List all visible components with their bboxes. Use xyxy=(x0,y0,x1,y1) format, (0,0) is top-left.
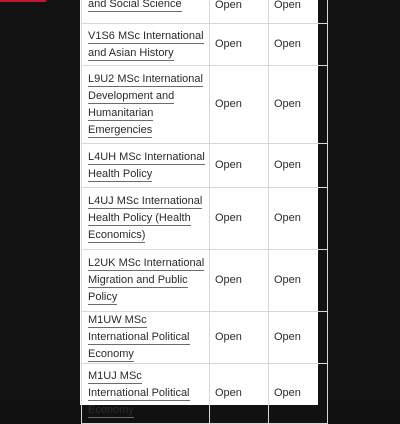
programme-link[interactable]: L4UH MSc International Health Policy xyxy=(88,150,205,180)
status-text: Open xyxy=(215,0,242,11)
programme-name-cell xyxy=(82,144,210,188)
status-text: Open xyxy=(274,0,301,11)
status-text: Open xyxy=(274,212,301,224)
status-text: Open xyxy=(215,331,242,343)
status-cell xyxy=(269,66,328,144)
status-cell xyxy=(210,364,269,424)
table-row xyxy=(82,0,328,24)
programmes-card xyxy=(80,0,318,416)
status-cell xyxy=(269,24,328,66)
programme-name-cell xyxy=(82,66,210,144)
table-row xyxy=(82,364,328,424)
programme-name-cell xyxy=(82,0,210,24)
status-cell xyxy=(210,312,269,364)
status-text: Open xyxy=(274,38,301,50)
status-cell xyxy=(269,0,328,24)
status-text: Open xyxy=(215,274,242,286)
status-text: Open xyxy=(215,98,242,110)
programme-name-cell xyxy=(82,250,210,312)
programme-name-cell xyxy=(82,312,210,364)
table-row xyxy=(82,24,328,66)
status-text: Open xyxy=(274,159,301,171)
table-row xyxy=(82,188,328,250)
programme-link[interactable]: M1UW MSc International Political Economy xyxy=(88,314,190,360)
programme-name-cell xyxy=(82,24,210,66)
red-accent-bar xyxy=(0,0,46,2)
status-text: Open xyxy=(274,387,301,399)
status-text: Open xyxy=(215,38,242,50)
status-cell xyxy=(210,66,269,144)
programme-link[interactable]: L9U2 MSc International Development and Humanitarian Emergencies xyxy=(88,72,203,136)
table-row xyxy=(82,144,328,188)
status-text: Open xyxy=(274,274,301,286)
programme-link[interactable]: and Social Science xyxy=(88,0,182,10)
status-text: Open xyxy=(274,331,301,343)
status-cell xyxy=(269,312,328,364)
status-text: Open xyxy=(274,98,301,110)
status-text: Open xyxy=(215,387,242,399)
status-cell xyxy=(269,188,328,250)
programme-link[interactable]: V1S6 MSc International and Asian History xyxy=(88,29,204,59)
programmes-table xyxy=(81,0,328,424)
status-cell xyxy=(210,188,269,250)
status-cell xyxy=(210,250,269,312)
status-cell xyxy=(210,0,269,24)
programme-link[interactable]: M1UJ MSc International Political Economy xyxy=(88,370,190,416)
status-cell xyxy=(269,144,328,188)
programme-link[interactable]: L2UK MSc International Migration and Public Policy xyxy=(88,257,205,303)
programme-name-cell xyxy=(82,364,210,424)
programme-name-cell xyxy=(82,188,210,250)
status-cell xyxy=(210,24,269,66)
status-cell xyxy=(210,144,269,188)
programme-link[interactable]: L4UJ MSc International Health Policy (Health Economics) xyxy=(88,195,203,241)
status-text: Open xyxy=(215,212,242,224)
status-text: Open xyxy=(215,159,242,171)
status-cell xyxy=(269,364,328,424)
table-row xyxy=(82,66,328,144)
table-row xyxy=(82,250,328,312)
table-row xyxy=(82,312,328,364)
status-cell xyxy=(269,250,328,312)
